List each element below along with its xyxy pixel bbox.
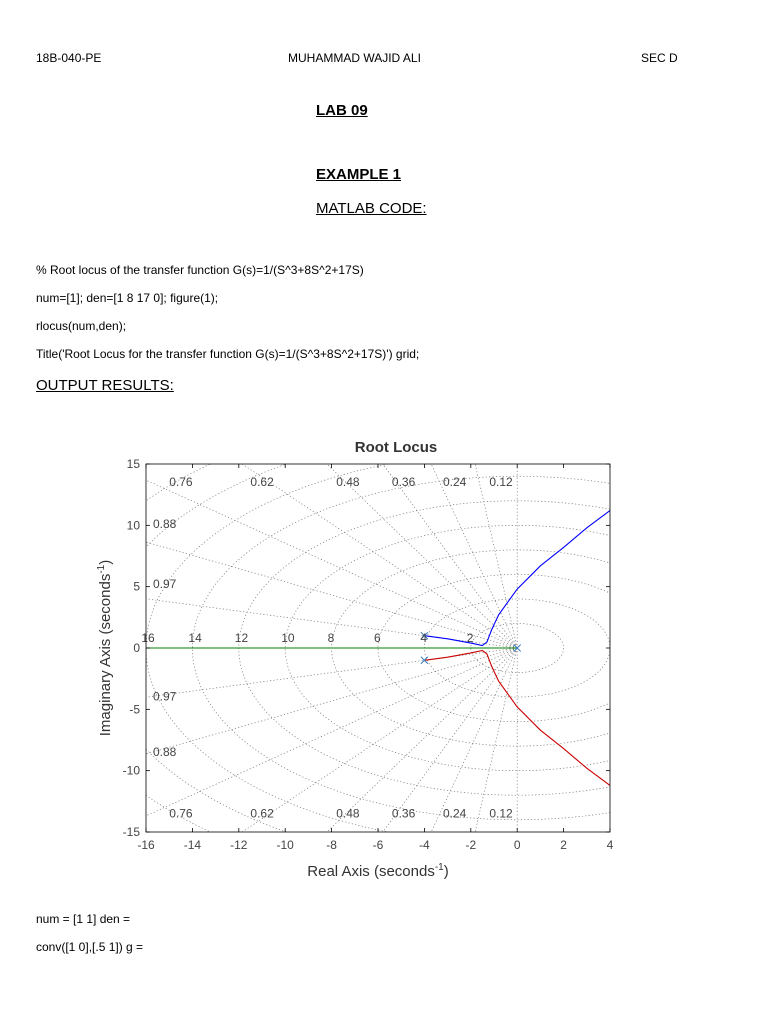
x-tick-label: -6 — [372, 838, 384, 852]
wn-label: 16 — [141, 631, 155, 645]
y-tick-label: 15 — [126, 457, 140, 471]
section-label: SEC D — [641, 51, 678, 65]
damping-label-left: 0.88 — [152, 516, 177, 531]
example-title: EXAMPLE 1 — [316, 166, 402, 183]
grid-damping-ray — [90, 648, 517, 892]
grid-damping-ray — [90, 432, 517, 648]
grid-damping-ray — [183, 432, 517, 648]
damping-label-top: 0.62 — [250, 475, 274, 490]
y-tick-label: 0 — [133, 641, 140, 655]
x-tick-label: 0 — [513, 838, 521, 852]
wn-label: 12 — [234, 631, 249, 645]
damping-label-bottom: 0.36 — [391, 806, 416, 821]
damping-label-left: 0.88 — [152, 744, 177, 759]
x-tick-label: -8 — [326, 838, 337, 852]
wn-label: 8 — [327, 631, 335, 645]
code-line-3: rlocus(num,den); — [36, 319, 127, 333]
wn-label: 10 — [281, 631, 295, 645]
student-name: MUHAMMAD WAJID ALI — [288, 51, 421, 65]
y-tick-label: -15 — [122, 825, 140, 839]
wn-label: 2 — [466, 631, 474, 645]
code-line-1: % Root locus of the transfer function G(s)=1/(S^3+8S^2+17S) — [36, 263, 364, 277]
x-tick-label: -2 — [465, 838, 477, 852]
root-locus-figure — [90, 432, 630, 892]
damping-label-bottom: 0.62 — [250, 806, 274, 821]
output-results-heading: OUTPUT RESULTS: — [36, 377, 174, 394]
y-axis-label: Imaginary Axis (seconds$^{-1}$) — [96, 559, 114, 737]
grid-wn-circle — [100, 432, 630, 869]
grid-damping-ray — [294, 648, 517, 892]
code-line-2: num=[1]; den=[1 8 17 0]; figure(1); — [36, 291, 219, 305]
damping-label-bottom: 0.24 — [442, 806, 467, 821]
y-tick-label: -10 — [122, 763, 140, 778]
locus-branch-2 — [424, 651, 610, 786]
damping-label-top: 0.24 — [442, 475, 467, 490]
y-tick-label: -5 — [129, 702, 140, 717]
matlab-code-heading: MATLAB CODE: — [316, 200, 427, 217]
grid-wn-circle — [90, 432, 630, 892]
code-line-4: Title('Root Locus for the transfer function G(s)=1/(S^3+8S^2+17S)') grid; — [36, 347, 420, 361]
wn-label: 6 — [374, 631, 381, 645]
damping-label-left: 0.97 — [152, 576, 177, 591]
damping-label-top: 0.48 — [336, 475, 360, 490]
x-tick-label: 4 — [606, 838, 614, 852]
grid-damping-ray — [90, 648, 517, 892]
x-tick-label: -4 — [419, 838, 430, 852]
damping-label-bottom: 0.76 — [169, 806, 193, 821]
damping-label-top: 0.36 — [391, 475, 416, 490]
lab-title: LAB 09 — [316, 102, 368, 119]
x-tick-label: 2 — [560, 838, 567, 852]
x-axis-label: Real Axis (seconds$^{-1}$) — [307, 862, 449, 880]
x-tick-label: -12 — [230, 838, 248, 852]
x-tick-label: -16 — [137, 838, 155, 852]
locus-branch-1 — [424, 511, 610, 646]
damping-label-bottom: 0.48 — [336, 806, 360, 821]
damping-label-bottom: 0.12 — [489, 806, 513, 821]
damping-label-left: 0.97 — [152, 689, 177, 704]
chart-title: Root Locus — [354, 439, 438, 456]
x-tick-label: -10 — [276, 838, 294, 852]
y-tick-label: 10 — [126, 518, 140, 533]
root-locus-chart — [90, 432, 630, 892]
damping-label-top: 0.76 — [169, 475, 193, 490]
wn-label: 14 — [188, 631, 202, 645]
wn-label: 4 — [420, 631, 428, 645]
y-tick-label: 5 — [133, 579, 140, 594]
grid-damping-ray — [90, 648, 517, 892]
damping-label-top: 0.12 — [489, 475, 513, 490]
grid-damping-ray — [183, 648, 517, 892]
student-id: 18B-040-PE — [36, 51, 102, 65]
bottom-line-2: conv([1 0],[.5 1]) g = — [36, 940, 144, 954]
x-tick-label: -14 — [183, 838, 202, 852]
bottom-line-1: num = [1 1] den = — [36, 912, 131, 926]
